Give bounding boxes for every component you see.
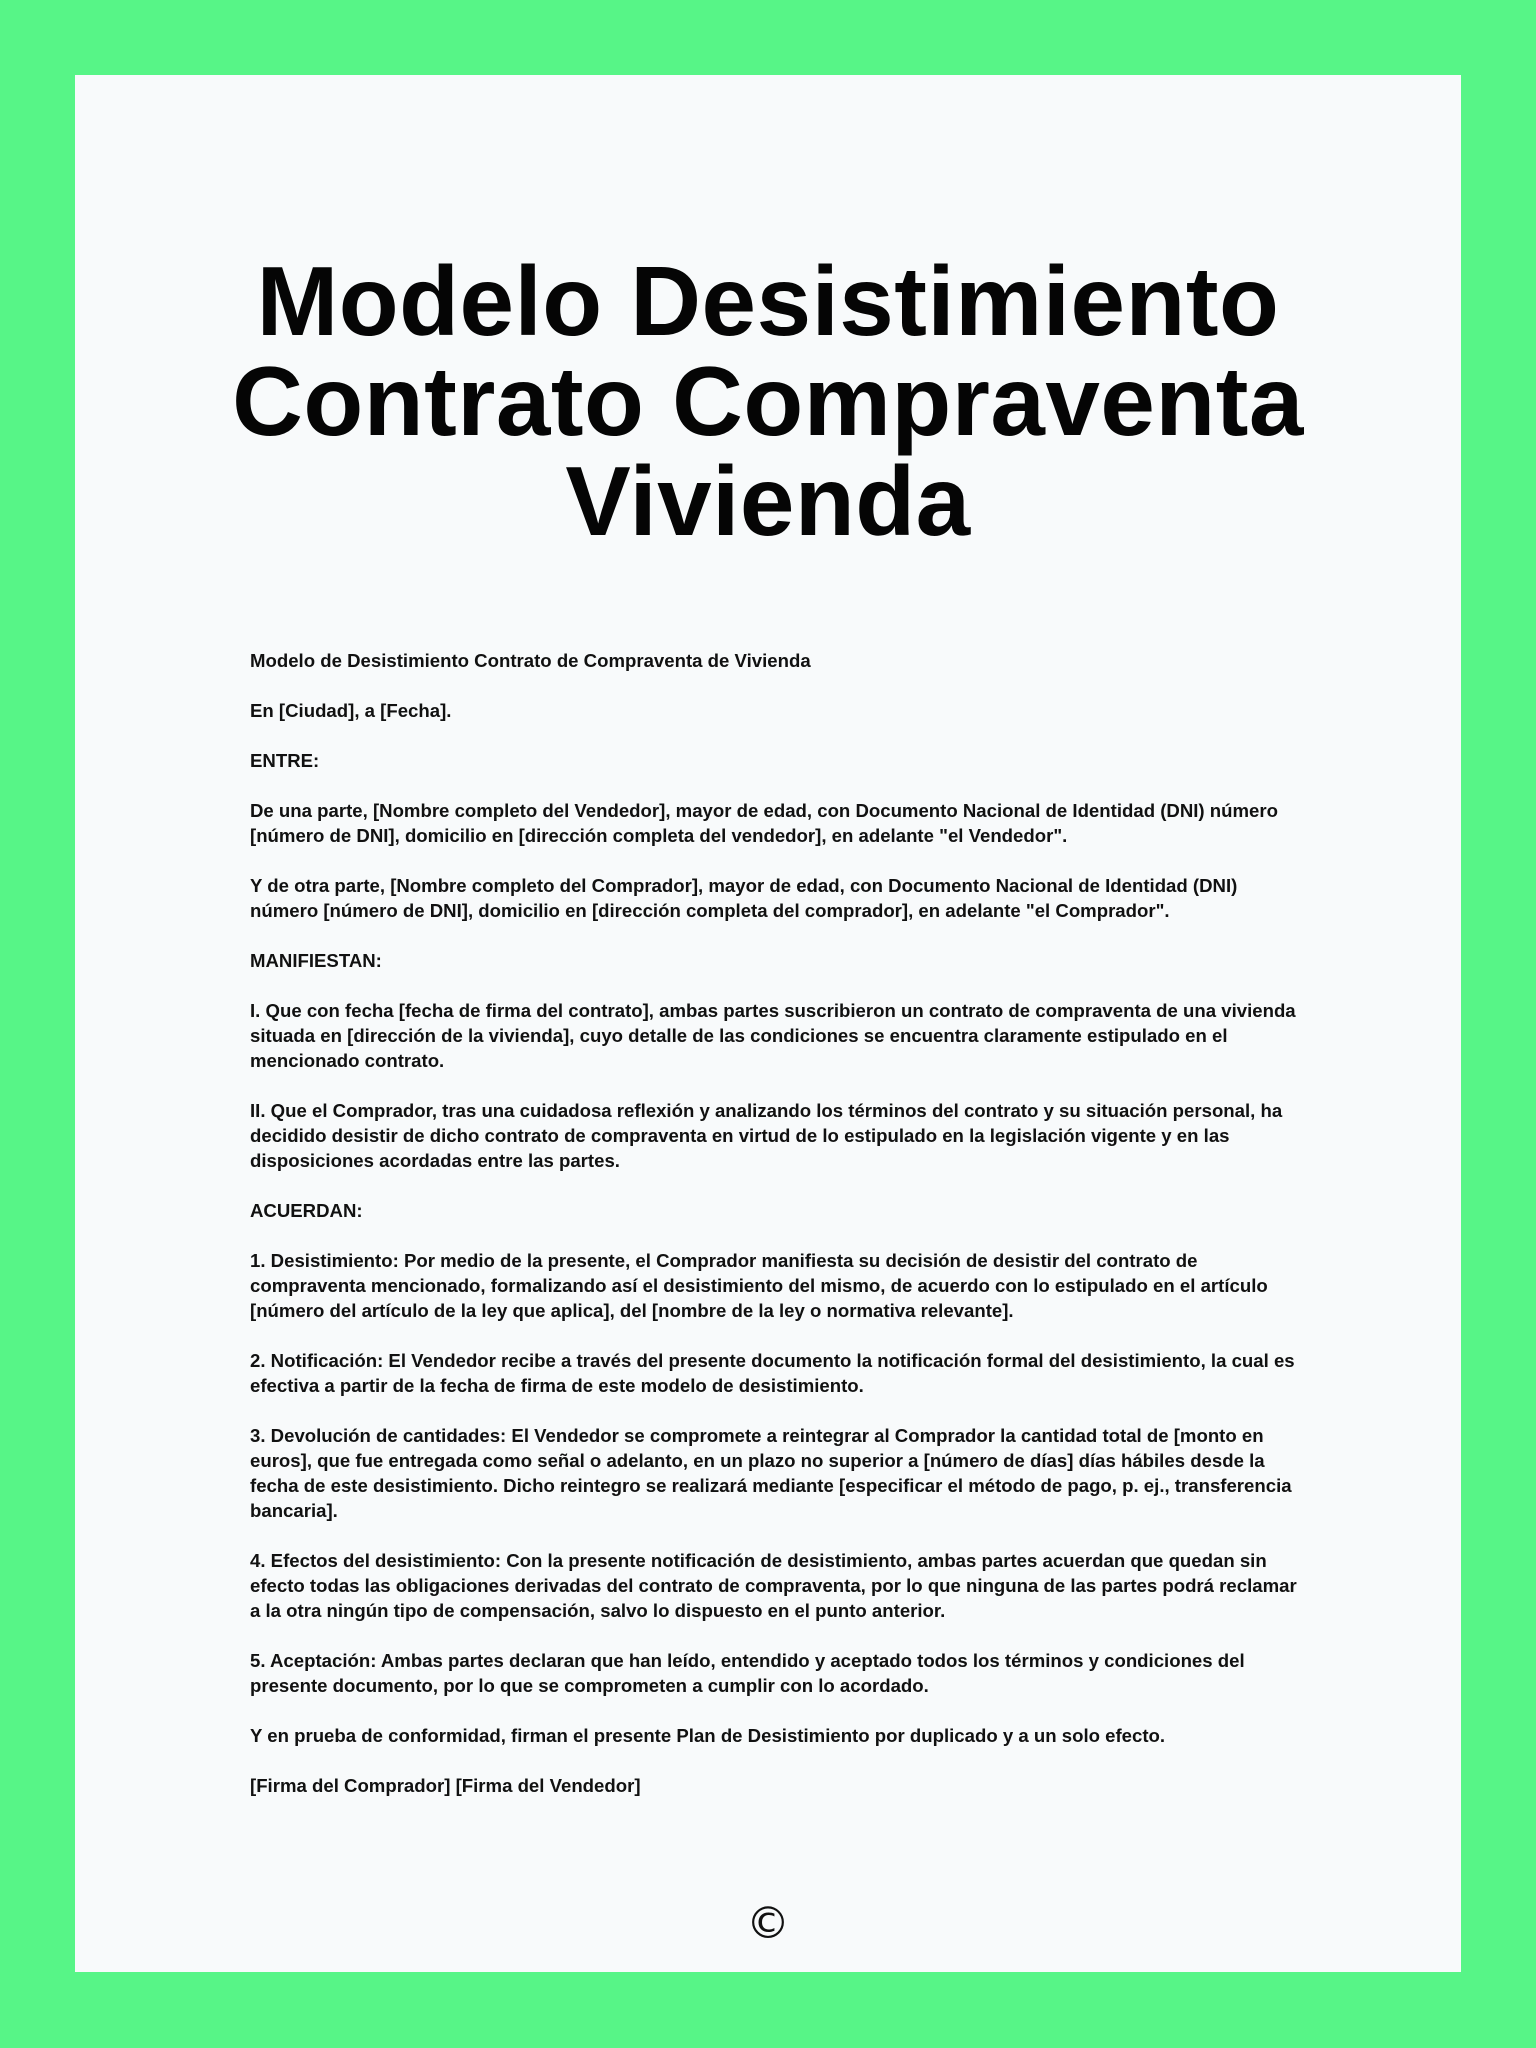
closing-statement: Y en prueba de conformidad, firman el presente Plan de Desistimiento por duplicado y a un solo efecto. — [250, 1725, 1166, 1746]
clause-5: 5. Aceptación: Ambas partes declaran que han leído, entendido y aceptado todos los términos y condiciones del presente documento, por lo que se comprometen a cumplir con lo acordado. — [250, 1650, 1245, 1696]
clause-1: 1. Desistimiento: Por medio de la presente, el Comprador manifiesta su decisión de desistir del contrato de compraventa mencionado, formalizando así el desistimiento del mismo, de acuerdo con lo estipulado en el artículo [número del artículo de la ley que aplica], del [nombre de la ley o normativa relevante]. — [250, 1250, 1268, 1321]
party-seller: De una parte, [Nombre completo del Vendedor], mayor de edad, con Documento Nacional de Identidad (DNI) número [número de DNI], domicilio en [dirección completa del vendedor], en adelante "el Vendedor". — [250, 800, 1278, 846]
title-line-2: Contrato Compraventa — [232, 346, 1304, 456]
document-body — [250, 648, 1300, 1823]
title-line-1: Modelo Desistimiento — [256, 246, 1280, 356]
page-title — [75, 246, 1461, 556]
party-buyer: Y de otra parte, [Nombre completo del Comprador], mayor de edad, con Documento Nacional de Identidad (DNI) número [número de DNI], domicilio en [dirección completa del comprador], en adelante "el Comprador". — [250, 875, 1238, 921]
section-acuerdan: ACUERDAN: — [250, 1200, 363, 1221]
section-entre: ENTRE: — [250, 750, 320, 771]
clause-3: 3. Devolución de cantidades: El Vendedor se compromete a reintegrar al Comprador la cantidad total de [monto en euros], que fue entregada como señal o adelanto, en un plazo no superior a [número de días] días hábiles desde la fecha de este desistimiento. Dicho reintegro se realizará mediante [especificar el método de pago, p. ej., transferencia bancaria]. — [250, 1425, 1292, 1521]
document-page — [75, 75, 1461, 1972]
place-date-line: En [Ciudad], a [Fecha]. — [250, 700, 452, 721]
document-heading: Modelo de Desistimiento Contrato de Compraventa de Vivienda — [250, 650, 811, 671]
section-manifiestan: MANIFIESTAN: — [250, 950, 382, 971]
signature-line: [Firma del Comprador] [Firma del Vendedor] — [250, 1775, 641, 1796]
title-line-3: Vivienda — [565, 446, 971, 556]
statement-1: I. Que con fecha [fecha de firma del contrato], ambas partes suscribieron un contrato de compraventa de una vivienda situada en [dirección de la vivienda], cuyo detalle de las condiciones se encuentra claramente estipulado en el mencionado contrato. — [250, 1000, 1296, 1071]
clause-2: 2. Notificación: El Vendedor recibe a través del presente documento la notificación formal del desistimiento, la cual es efectiva a partir de la fecha de firma de este modelo de desistimiento. — [250, 1350, 1295, 1396]
statement-2: II. Que el Comprador, tras una cuidadosa reflexión y analizando los términos del contrato y su situación personal, ha decidido desistir de dicho contrato de compraventa en virtud de lo estipulado en la legislación vigente y en las disposiciones acordadas entre las partes. — [250, 1100, 1283, 1171]
clause-4: 4. Efectos del desistimiento: Con la presente notificación de desistimiento, ambas partes acuerdan que quedan sin efecto todas las obligaciones derivadas del contrato de compraventa, por lo que ninguna de las partes podrá reclamar a la otra ningún tipo de compensación, salvo lo dispuesto en el punto anterior. — [250, 1550, 1297, 1621]
copyright-icon: © — [746, 1898, 790, 1949]
